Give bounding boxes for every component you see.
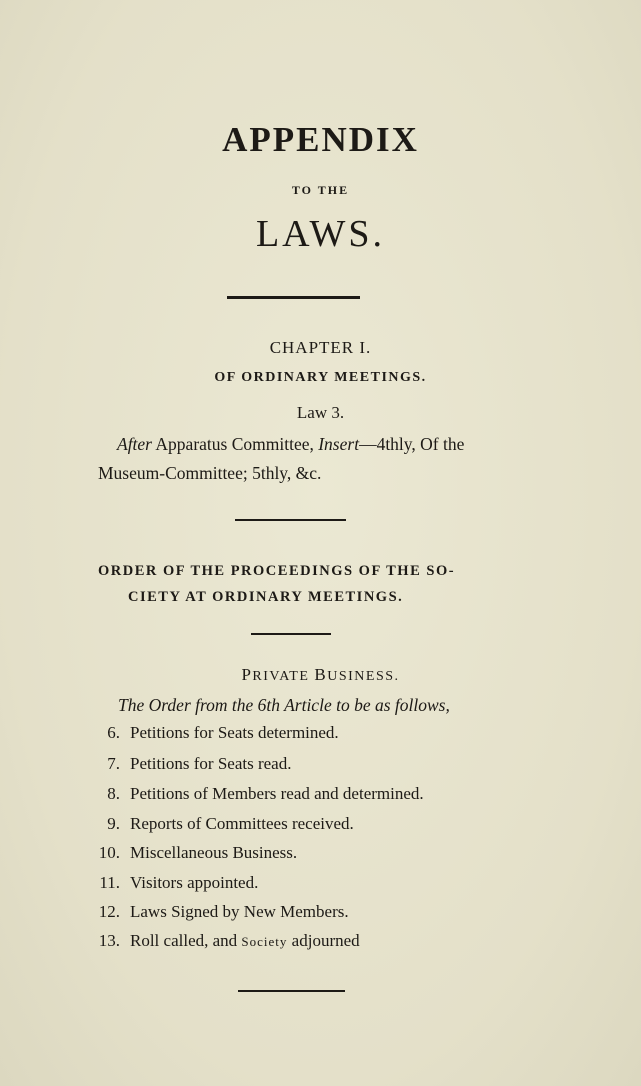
divider-rule-3 (251, 633, 331, 635)
list-item (90, 902, 349, 922)
list-item (90, 931, 360, 951)
list-item (90, 814, 354, 834)
list-item (90, 754, 291, 774)
divider-rule-1 (227, 296, 360, 299)
list-item-text: Reports of Committees received. (130, 814, 354, 833)
list-item-number: 8. (107, 784, 120, 803)
insert-word: Insert (318, 434, 360, 454)
order-heading-line-2: CIETY AT ORDINARY MEETINGS. (128, 589, 404, 605)
list-item (90, 873, 258, 893)
amendment-line-1 (117, 434, 464, 455)
divider-rule-2 (235, 519, 346, 521)
list-item-number: 12. (98, 902, 120, 921)
list-item (90, 843, 297, 863)
chapter-subheading: OF ORDINARY MEETINGS. (214, 370, 427, 385)
order-intro-line: The Order from the 6th Article to be as follows, (118, 695, 450, 715)
private-business-heading: PRIVATE BUSINESS. (241, 665, 400, 684)
list-item-number: 6. (107, 723, 120, 742)
list-item-text: Visitors appointed. (130, 873, 259, 892)
amendment-line-2: Museum-Committee; 5thly, &c. (98, 463, 322, 483)
laws-title: LAWS. (255, 213, 386, 255)
list-item (90, 784, 424, 804)
chapter-heading: CHAPTER I. (269, 338, 372, 357)
list-item-number: 9. (107, 814, 120, 833)
amendment-text-1: Apparatus Committee, (152, 434, 319, 454)
order-heading-line-1: ORDER OF THE PROCEEDINGS OF THE SO- (98, 563, 456, 579)
list-item-number: 13. (98, 931, 120, 950)
amendment-text-2: —4thly, Of the (359, 434, 465, 454)
society-smallcaps: Society (241, 934, 288, 949)
after-word: After (117, 434, 152, 454)
list-item-text: Roll called, and (130, 931, 242, 950)
list-item (90, 723, 339, 743)
list-item-text: Laws Signed by New Members. (130, 902, 349, 921)
list-item-text-end: adjourned (287, 931, 360, 950)
divider-rule-4 (238, 990, 345, 992)
list-item-text: Petitions for Seats read. (130, 754, 292, 773)
list-item-text: Miscellaneous Business. (130, 843, 298, 862)
law-number: Law 3. (296, 403, 345, 422)
to-the-label: TO THE (291, 183, 350, 197)
list-item-text: Petitions for Seats determined. (130, 723, 339, 742)
list-item-number: 11. (99, 873, 120, 892)
list-item-text: Petitions of Members read and determined. (130, 784, 424, 803)
list-item-number: 10. (98, 843, 120, 862)
list-item-number: 7. (107, 754, 120, 773)
appendix-title: APPENDIX (222, 120, 419, 159)
